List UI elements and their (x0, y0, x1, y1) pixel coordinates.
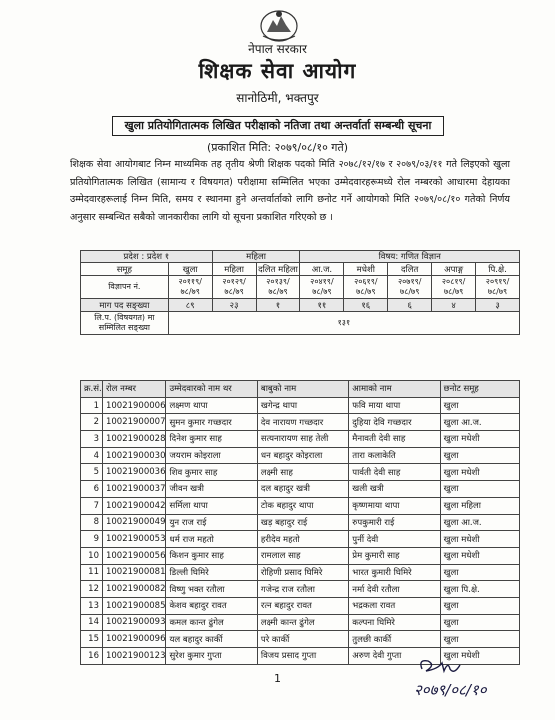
row-father-name: सत्यनारायण साह तेली (257, 431, 348, 448)
row-mother-name: दुहिया देवि गच्छदार (349, 414, 440, 431)
row-mother-name: कृष्णमाया थापा (349, 497, 440, 514)
vacancy-table (80, 250, 520, 335)
table-row (81, 447, 520, 464)
row-candidate-name: सुमन कुमार गच्छदार (166, 414, 257, 431)
row-father-name: लक्ष्मी साह (257, 464, 348, 481)
row-selected-group: खुला (440, 564, 519, 581)
row-sn: 10 (81, 547, 103, 564)
table-row (81, 531, 520, 548)
row-father-name: धन बहादुर कोइराला (257, 447, 348, 464)
row-sn: 12 (81, 581, 103, 598)
demand-cell: ६ (388, 299, 432, 312)
row-mother-name: प्रेम कुमारी साह (349, 547, 440, 564)
advertisement-row (81, 276, 520, 299)
row-selected-group: खुला (440, 447, 519, 464)
row-father-name: विजय प्रसाद गुप्ता (257, 648, 348, 665)
row-roll-number: 10021900028 (102, 431, 166, 448)
row-roll-number: 10021900123 (102, 648, 166, 665)
ad-cell: २०६१९/ ७८/७९ (344, 276, 388, 299)
row-selected-group: खुला महिला (440, 497, 519, 514)
nepal-emblem-icon (255, 6, 303, 44)
row-candidate-name: दिनेश कुमार साह (166, 431, 257, 448)
row-sn: 5 (81, 464, 103, 481)
row-candidate-name: युन राज राई (166, 514, 257, 531)
ad-cell: २०४१९/ ७८/७९ (300, 276, 344, 299)
row-candidate-name: सुरेश कुमार गुप्ता (166, 648, 257, 665)
ad-cell: २०१३९/ ७८/७९ (256, 276, 300, 299)
table-row (81, 514, 520, 531)
table-row (81, 581, 520, 598)
row-mother-name: तुलछी कार्की (349, 631, 440, 648)
demand-cell: ४ (432, 299, 476, 312)
row-selected-group: खुला मधेशी (440, 431, 519, 448)
vacancy-title-row (81, 251, 520, 263)
row-mother-name: भद्रकला रावत (349, 597, 440, 614)
row-father-name: खड़ बहादुर राई (257, 514, 348, 531)
table-row (81, 564, 520, 581)
row-candidate-name: सर्मिला थापा (166, 497, 257, 514)
group-cell: अपाङ्ग (432, 263, 476, 276)
row-sn: 8 (81, 514, 103, 531)
total-row (81, 312, 520, 335)
group-cell: खुला (168, 263, 212, 276)
page-number: 1 (274, 672, 281, 685)
row-selected-group: खुला पि.क्षे. (440, 581, 519, 598)
table-row (81, 497, 520, 514)
demand-cell: १ (256, 299, 300, 312)
row-mother-name: पुर्नी देवी (349, 531, 440, 548)
row-father-name: रोहिणी प्रसाद घिमिरे (257, 564, 348, 581)
demand-row (81, 299, 520, 312)
row-roll-number: 10021900030 (102, 447, 166, 464)
row-sn: 13 (81, 597, 103, 614)
group-cell: मधेशी (344, 263, 388, 276)
maag-label: माग पद सङ्ख्या (81, 299, 169, 312)
table-row (81, 631, 520, 648)
office-title: शिक्षक सेवा आयोग (198, 59, 357, 83)
table-row (81, 481, 520, 498)
row-roll-number: 10021900007 (102, 414, 166, 431)
row-selected-group: खुला आ.ज. (440, 514, 519, 531)
table-row (81, 547, 520, 564)
row-father-name: टोक बहादुर थापा (257, 497, 348, 514)
notice-title: खुला प्रतियोगितात्मक लिखित परीक्षाको नतिजा तथा अन्तर्वार्ता सम्बन्धी सूचना (112, 116, 444, 136)
group-row (81, 263, 520, 276)
row-mother-name: रुपकुमारी राई (349, 514, 440, 531)
row-mother-name: अरुण देवी गुप्ता (349, 648, 440, 665)
row-candidate-name: विष्णु भक्त रतौला (166, 581, 257, 598)
row-sn: 3 (81, 431, 103, 448)
row-sn: 2 (81, 414, 103, 431)
women-group-label: महिला (212, 251, 300, 263)
row-selected-group: खुला (440, 597, 519, 614)
row-roll-number: 10021900053 (102, 531, 166, 548)
ad-cell: २०८१९/ ७८/७९ (432, 276, 476, 299)
row-roll-number: 10021900081 (102, 564, 166, 581)
row-father-name: रत्न बहादुर रावत (257, 597, 348, 614)
ad-cell: २०१२९/ ७८/७९ (212, 276, 256, 299)
row-sn: 16 (81, 648, 103, 665)
table-row (81, 397, 520, 414)
row-sn: 6 (81, 481, 103, 498)
row-mother-name: खली खत्री (349, 481, 440, 498)
table-row (81, 464, 520, 481)
row-selected-group: खुला (440, 481, 519, 498)
signature (408, 655, 528, 705)
row-father-name: लक्ष्मी कान्त ढुंगेल (257, 614, 348, 631)
candidates-header-row (81, 381, 520, 398)
row-mother-name: नर्मा देवी रतौला (349, 581, 440, 598)
samuha-label: समूह (81, 263, 169, 276)
row-roll-number: 10021900056 (102, 547, 166, 564)
subject-label: विषय: गणित विज्ञान (300, 251, 520, 263)
row-father-name: हरीदेव महतो (257, 531, 348, 548)
row-selected-group: खुला (440, 614, 519, 631)
row-mother-name: तारा कलाकेति (349, 447, 440, 464)
demand-cell: ३ (476, 299, 520, 312)
row-sn: 15 (81, 631, 103, 648)
row-mother-name: कल्पना घिमिरे (349, 614, 440, 631)
row-sn: 4 (81, 447, 103, 464)
row-candidate-name: कमल कान्त ढुंगेल (166, 614, 257, 631)
table-row (81, 414, 520, 431)
row-mother-name: भारत कुमारी घिमिरे (349, 564, 440, 581)
group-cell: पि.क्षे. (476, 263, 520, 276)
ad-cell: २०७१९/ ७८/७९ (388, 276, 432, 299)
row-roll-number: 10021900006 (102, 397, 166, 414)
row-candidate-name: जीवन खत्री (166, 481, 257, 498)
province-label: प्रदेश : प्रदेश १ (81, 251, 213, 263)
row-mother-name: मैनावती देवी साह (349, 431, 440, 448)
row-sn: 11 (81, 564, 103, 581)
row-father-name: रामलाल साह (257, 547, 348, 564)
row-mother-name: पार्वती देवी साह (349, 464, 440, 481)
header-sn: क्र.सं. (81, 381, 103, 398)
row-roll-number: 10021900042 (102, 497, 166, 514)
demand-cell: २३ (212, 299, 256, 312)
row-roll-number: 10021900082 (102, 581, 166, 598)
group-cell: दलित (388, 263, 432, 276)
row-roll-number: 10021900036 (102, 464, 166, 481)
row-sn: 9 (81, 531, 103, 548)
row-roll-number: 10021900037 (102, 481, 166, 498)
row-father-name: देव नारायण गच्छदार (257, 414, 348, 431)
candidates-body (81, 397, 520, 664)
demand-cell: ११ (300, 299, 344, 312)
row-candidate-name: यल बहादुर कार्की (166, 631, 257, 648)
svg-text:२०७९/०८/१०: २०७९/०८/१० (414, 681, 487, 699)
published-date: (प्रकाशित मिति: २०७९/०८/१० गते) (206, 141, 349, 154)
group-cell: दलित महिला (256, 263, 300, 276)
row-sn: 7 (81, 497, 103, 514)
row-father-name: दल बहादुर खत्री (257, 481, 348, 498)
row-mother-name: फवि माया थापा (349, 397, 440, 414)
header-group: छनोट समूह (440, 381, 519, 398)
group-cell: आ.ज. (300, 263, 344, 276)
row-selected-group: खुला मधेशी (440, 547, 519, 564)
row-selected-group: खुला मधेशी (440, 648, 519, 665)
table-row (81, 597, 520, 614)
row-father-name: परे कार्की (257, 631, 348, 648)
ad-cell: २०९१९/ ७८/७९ (476, 276, 520, 299)
government-title: नेपाल सरकार (248, 42, 307, 56)
row-sn: 14 (81, 614, 103, 631)
row-father-name: गजेन्द्र राज रतौला (257, 581, 348, 598)
row-selected-group: खुला आ.ज. (440, 414, 519, 431)
header-father: बाबुको नाम (257, 381, 348, 398)
row-candidate-name: धर्म राज महतो (166, 531, 257, 548)
row-selected-group: खुला मधेशी (440, 464, 519, 481)
row-candidate-name: किशन कुमार साह (166, 547, 257, 564)
header-mother: आमाको नाम (349, 381, 440, 398)
header-roll: रोल नम्बर (102, 381, 166, 398)
row-candidate-name: शिव कुमार साह (166, 464, 257, 481)
vigyapan-label: विज्ञापन नं. (81, 276, 169, 299)
row-candidate-name: जयराम कोइराला (166, 447, 257, 464)
row-roll-number: 10021900049 (102, 514, 166, 531)
row-sn: 1 (81, 397, 103, 414)
row-father-name: खगेन्द्र थापा (257, 397, 348, 414)
total-value: १३१ (168, 312, 519, 335)
row-roll-number: 10021900093 (102, 614, 166, 631)
ad-cell: २०११९/ ७८/७९ (168, 276, 212, 299)
office-location: सानोठिमी, भक्तपुर (236, 91, 319, 105)
demand-cell: १६ (344, 299, 388, 312)
row-selected-group: खुला मधेशी (440, 531, 519, 548)
row-candidate-name: डिल्ली घिमिरे (166, 564, 257, 581)
row-candidate-name: केशव बहादुर रावत (166, 597, 257, 614)
table-row (81, 614, 520, 631)
row-roll-number: 10021900085 (102, 597, 166, 614)
row-roll-number: 10021900096 (102, 631, 166, 648)
row-selected-group: खुला (440, 397, 519, 414)
group-cell: महिला (212, 263, 256, 276)
table-row (81, 431, 520, 448)
candidates-table (80, 380, 520, 665)
row-candidate-name: लक्ष्मण थापा (166, 397, 257, 414)
header-name: उम्मेदवारको नाम थर (166, 381, 257, 398)
demand-cell: ८९ (168, 299, 212, 312)
notice-paragraph: शिक्षक सेवा आयोगबाट निम्न माध्यमिक तह तृतीय श्रेणी शिक्षक पदको मिति २०७८/१२/१७ र २०७९/०३/११ गते लिइएको खुला प्रतियोगितात्मक लिखित (सामान्य र विषयगत) परीक्षामा सम्मिलित भएका उम्मेदवारहरूमध्ये रोल नम्बरको आधारमा देहायका उम्मेदवारहरूलाई निम्न मिति, समय र स्थानमा हुने अन्तर्वार्ताको लागि छनोट गर्ने आयोगको मिति २०७९/०८/१० गतेको निर्णय अनुसार सम्बन्धित सबैको जानकारीका लागि यो सूचना प्रकाशित गरिएको छ । (70, 159, 510, 223)
total-label: लि.प. (विषयगत) मा सम्मिलित सङ्ख्या (81, 312, 169, 335)
row-selected-group: खुला (440, 631, 519, 648)
